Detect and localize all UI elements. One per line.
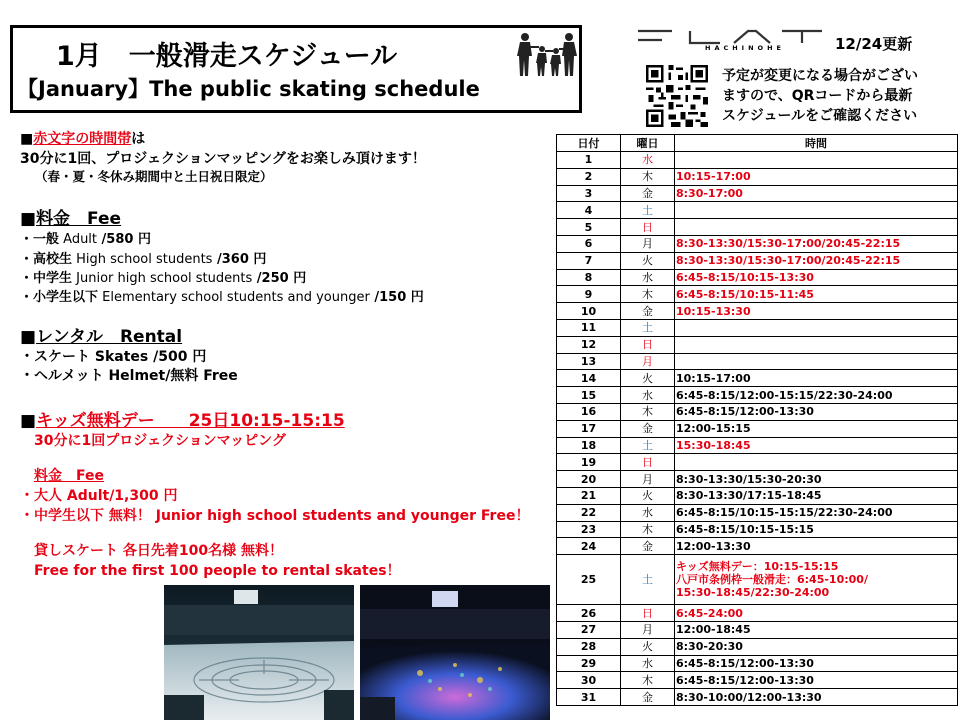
kids-day-subtitle: 30分に1回プロジェクションマッピング [34,433,286,449]
table-row [557,689,958,706]
row-date: 24 [557,538,621,555]
row-weekday: 金 [621,185,675,202]
row-date: 20 [557,471,621,488]
row-date: 22 [557,504,621,521]
table-row [557,185,958,202]
table-row [557,487,958,504]
row-weekday: 木 [621,521,675,538]
row-time: 12:00-18:45 [675,621,958,638]
table-row [557,655,958,672]
kids-fee-adult: ・大人 Adult/1,300 円 [20,488,178,504]
row-weekday: 木 [621,403,675,420]
row-weekday: 日 [621,336,675,353]
row-weekday: 月 [621,621,675,638]
row-date: 16 [557,403,621,420]
projection-heading: ■赤文字の時間帯は [20,131,146,147]
row-weekday: 木 [621,168,675,185]
row-date: 2 [557,168,621,185]
table-row [557,437,958,454]
row-time: 8:30-17:00 [675,185,958,202]
row-weekday: 金 [621,689,675,706]
kids-rental-en: Free for the first 100 people to rental skates！ [34,563,401,579]
row-weekday: 木 [621,286,675,303]
row-weekday: 日 [621,605,675,622]
kids-rental-jp: 貸しスケート 各日先着100名様 無料！ [34,543,283,559]
table-row [557,471,958,488]
table-row [557,504,958,521]
row-time: 6:45-8:15/10:15-15:15/22:30-24:00 [675,504,958,521]
row-date: 7 [557,252,621,269]
table-row [557,387,958,404]
row-date: 26 [557,605,621,622]
table-row [557,235,958,252]
table-row [557,202,958,219]
family-silhouette-icon [516,32,578,76]
row-weekday: 水 [621,655,675,672]
rental-heading: ■レンタル Rental [20,327,183,347]
row-weekday: 木 [621,672,675,689]
row-weekday: 日 [621,219,675,236]
table-row [557,672,958,689]
row-date: 11 [557,319,621,336]
row-time: 6:45-8:15/10:15-11:45 [675,286,958,303]
row-time: 8:30-13:30/15:30-17:00/20:45-22:15 [675,235,958,252]
update-notice: 予定が変更になる場合がござい ますので、QRコードから最新 スケジュールをご確認ください [722,68,918,124]
page-title-english: 【January】The public skating schedule [17,77,480,101]
row-date: 15 [557,387,621,404]
row-weekday: 土 [621,202,675,219]
row-time: 10:15-17:00 [675,168,958,185]
table-row [557,252,958,269]
fee-heading: ■料金 Fee [20,209,122,229]
row-date: 27 [557,621,621,638]
table-row [557,286,958,303]
table-row [557,219,958,236]
table-row [557,403,958,420]
row-date: 6 [557,235,621,252]
row-weekday: 水 [621,152,675,169]
updated-date: 12/24更新 [835,35,913,53]
row-weekday: 月 [621,353,675,370]
table-row [557,605,958,622]
row-time: 8:30-10:00/12:00-13:30 [675,689,958,706]
row-date: 4 [557,202,621,219]
row-time [675,152,958,169]
row-time [675,353,958,370]
row-time [675,219,958,236]
row-date: 8 [557,269,621,286]
rental-item-skates: ・スケート Skates /500 円 [20,349,207,365]
row-weekday: 金 [621,538,675,555]
row-time: 6:45-8:15/10:15-15:15 [675,521,958,538]
rink-photo-maze [164,585,354,720]
row-date: 5 [557,219,621,236]
row-time: 8:30-20:30 [675,638,958,655]
header-weekday: 曜日 [621,135,675,152]
projection-note: （春・夏・冬休み期間中と土日祝日限定） [35,169,273,184]
row-date: 31 [557,689,621,706]
row-time: キッズ無料デー：10:15-15:15 八戸市条例枠一般滑走：6:45-10:00/ 15:30-18:45/22:30-24:00 [675,555,958,605]
row-time: 8:30-13:30/15:30-17:00/20:45-22:15 [675,252,958,269]
row-date: 23 [557,521,621,538]
row-weekday: 日 [621,454,675,471]
header-date: 日付 [557,135,621,152]
rink-photo-projection [360,585,550,720]
table-row [557,555,958,605]
row-weekday: 金 [621,303,675,320]
row-time: 6:45-8:15/12:00-13:30 [675,403,958,420]
row-date: 30 [557,672,621,689]
row-time: 8:30-13:30/17:15-18:45 [675,487,958,504]
fee-item-junior-high: ・中学生 Junior high school students /250 円 [20,271,307,286]
row-time [675,319,958,336]
title-box [10,25,582,113]
table-row [557,269,958,286]
row-time: 12:00-13:30 [675,538,958,555]
row-weekday: 金 [621,420,675,437]
table-row [557,538,958,555]
header-time: 時間 [675,135,958,152]
row-date: 3 [557,185,621,202]
schedule-table [556,134,958,706]
row-date: 9 [557,286,621,303]
row-weekday: 火 [621,370,675,387]
kids-fee-heading: 料金 Fee [34,468,104,484]
schedule-body [557,152,958,706]
row-weekday: 月 [621,471,675,488]
table-row [557,336,958,353]
row-time [675,202,958,219]
table-row [557,370,958,387]
row-weekday: 水 [621,387,675,404]
row-weekday: 土 [621,555,675,605]
table-row [557,319,958,336]
row-weekday: 水 [621,504,675,521]
kids-fee-junior: ・中学生以下 無料！ Junior high school students and younger Free！ [20,508,530,524]
row-time [675,336,958,353]
row-weekday: 土 [621,437,675,454]
table-row [557,621,958,638]
page-title: 1月 一般滑走スケジュール [56,41,398,72]
row-time: 15:30-18:45 [675,437,958,454]
qr-code-icon[interactable] [646,65,708,127]
row-time: 6:45-8:15/12:00-13:30 [675,672,958,689]
kids-day-heading: ■キッズ無料デー 25日10:15-15:15 [20,411,345,431]
table-row [557,521,958,538]
row-date: 25 [557,555,621,605]
row-weekday: 土 [621,319,675,336]
table-row [557,168,958,185]
row-time: 8:30-13:30/15:30-20:30 [675,471,958,488]
row-date: 13 [557,353,621,370]
rental-item-helmet: ・ヘルメット Helmet/無料 Free [20,368,238,384]
row-time [675,454,958,471]
row-date: 19 [557,454,621,471]
fee-item-high-school: ・高校生 High school students /360 円 [20,252,267,267]
row-date: 1 [557,152,621,169]
table-row [557,152,958,169]
fee-item-adult: ・一般 Adult /580 円 [20,232,151,247]
table-row [557,638,958,655]
row-date: 21 [557,487,621,504]
row-date: 18 [557,437,621,454]
table-row [557,454,958,471]
logo-subtitle: HACHINOHE [705,44,785,52]
table-row [557,303,958,320]
row-time: 6:45-8:15/12:00-15:15/22:30-24:00 [675,387,958,404]
row-time: 6:45-8:15/12:00-13:30 [675,655,958,672]
table-row [557,420,958,437]
row-weekday: 火 [621,252,675,269]
projection-text: 30分に1回、プロジェクションマッピングをお楽しみ頂けます！ [20,151,426,167]
row-time: 6:45-24:00 [675,605,958,622]
row-weekday: 火 [621,638,675,655]
row-time: 12:00-15:15 [675,420,958,437]
row-date: 12 [557,336,621,353]
row-weekday: 月 [621,235,675,252]
table-row [557,353,958,370]
row-weekday: 火 [621,487,675,504]
row-weekday: 水 [621,269,675,286]
fee-item-elementary: ・小学生以下 Elementary school students and younger /150 円 [20,290,424,305]
row-time: 10:15-13:30 [675,303,958,320]
row-date: 17 [557,420,621,437]
row-date: 29 [557,655,621,672]
row-time: 10:15-17:00 [675,370,958,387]
row-date: 10 [557,303,621,320]
row-date: 14 [557,370,621,387]
row-time: 6:45-8:15/10:15-13:30 [675,269,958,286]
row-date: 28 [557,638,621,655]
